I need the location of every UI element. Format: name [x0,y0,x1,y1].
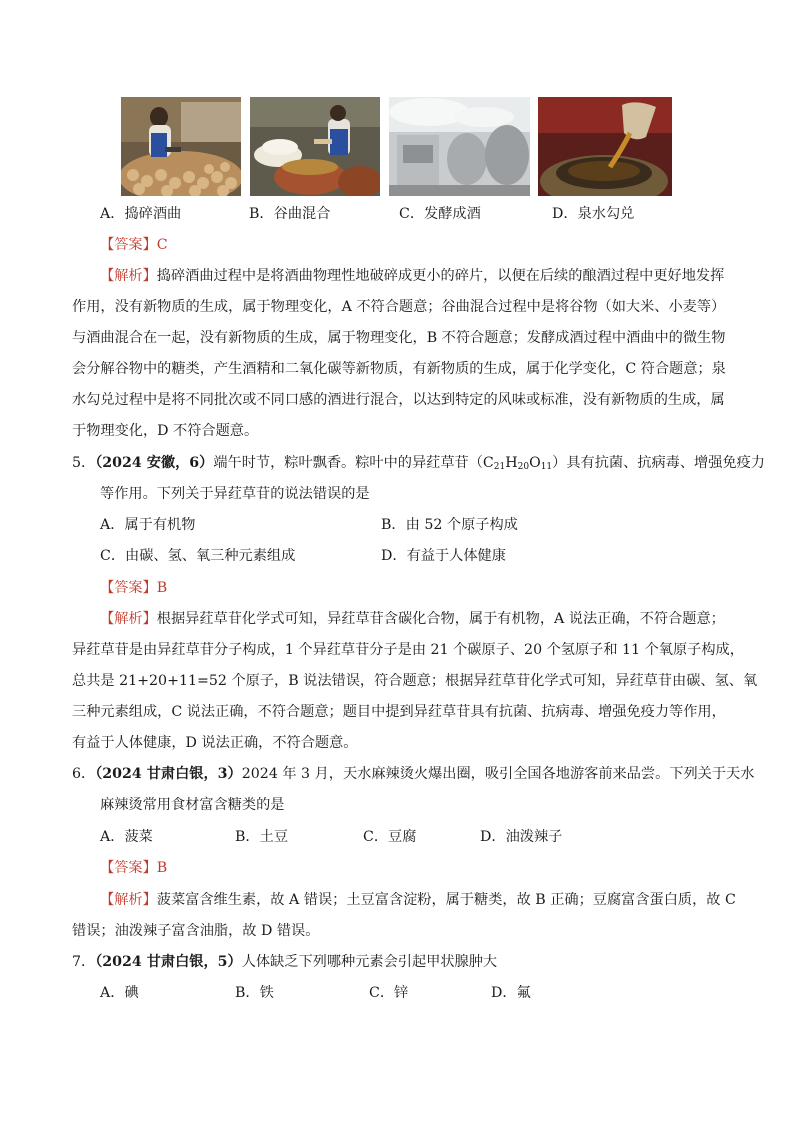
option-text: 泉水勾兑 [577,206,635,222]
option-letter: B． [249,206,274,222]
q6-answer [100,858,167,878]
option-letter: D． [381,548,407,564]
bracket-close: 】 [142,611,157,627]
analysis-text: 捣碎酒曲过程中是将酒曲物理性地破碎成更小的碎片，以便在后续的酿酒过程中更好地发挥 [156,268,725,284]
q5-option-a[interactable] [100,515,195,535]
answer-value: B [156,580,168,596]
q4-analysis-line-6: 于物理变化，D 不符合题意。 [72,423,259,439]
option-text: 氟 [516,985,531,1001]
option-text: 豆腐 [388,829,417,845]
subscript: 11 [540,462,553,472]
q4-option-d[interactable] [552,204,634,224]
bracket-open: 【 [100,611,115,627]
q5-analysis-line-2: 异荭草苷是由异荭草苷分子构成，1 个异荭草苷分子是由 21 个碳原子、20 个氢原子和 11 个氧原子构成， [72,642,744,658]
question-number: 6． [72,766,96,782]
bracket-close: 】 [142,860,157,876]
q7-option-d[interactable] [491,983,531,1003]
option-text: 土豆 [259,829,289,845]
stem-text: 人体缺乏下列哪种元素会引起甲状腺肿大 [241,954,498,970]
q6-analysis-line-2: 错误；油泼辣子富含油脂，故 D 错误。 [72,923,320,939]
analysis-tag: 解析 [114,268,143,284]
option-text: 油泼辣子 [505,829,563,845]
option-text: 有益于人体健康 [406,548,506,564]
option-text: 菠菜 [124,829,153,845]
bracket-open: 【 [100,580,115,596]
q4-analysis-line-3: 与酒曲混合在一起，没有新物质的生成，属于物理变化，B 不符合题意；发酵成酒过程中酒曲中的微生物 [72,330,726,346]
option-letter: B． [235,985,260,1001]
option-text: 由碳、氢、氧三种元素组成 [125,548,296,564]
q4-answer [100,235,168,255]
option-text: 捣碎酒曲 [124,206,182,222]
q7-option-b[interactable] [235,983,274,1003]
q6-stem-line-2: 麻辣烫常用食材富含糖类的是 [100,797,285,813]
subscript: 20 [517,462,530,472]
q4-option-a[interactable] [100,204,181,224]
stem-text: ）具有抗菌、抗病毒、增强免疫力 [552,455,765,471]
subscript: 21 [493,462,506,472]
analysis-tag: 解析 [114,892,143,908]
option-text: 由 52 个原子构成 [405,517,518,533]
q6-option-d[interactable] [480,827,562,847]
option-letter: A． [100,206,125,222]
q4-analysis-line-4: 会分解谷物中的糖类，产生酒精和二氧化碳等新物质，有新物质的生成，属于化学变化，C 符合题意；泉 [72,361,726,377]
answer-tag: 答案 [114,580,143,596]
q6-option-b[interactable] [235,827,288,847]
q6-analysis-line-1 [100,890,736,910]
answer-tag: 答案 [114,237,143,253]
bracket-open: 【 [100,892,115,908]
q7-stem [72,952,497,972]
photo-crushing-qu [121,97,241,196]
bracket-close: 】 [142,892,157,908]
answer-value: C [156,237,168,253]
formula-element: O [529,455,541,471]
q5-option-b[interactable] [381,515,518,535]
option-letter: B． [381,517,406,533]
question-number: 7． [72,954,96,970]
answer-value: B [156,860,168,876]
question-number: 5． [72,455,96,471]
q4-option-c[interactable] [399,204,481,224]
option-letter: D． [552,206,578,222]
q7-option-a[interactable] [100,983,139,1003]
q5-stem-line-2: 等作用。下列关于异荭草苷的说法错误的是 [100,486,370,502]
question-source: （2024 甘肃白银，3） [95,766,242,782]
option-letter: A． [100,985,125,1001]
q4-analysis-line-1 [100,266,724,286]
bracket-close: 】 [142,580,157,596]
q5-answer [100,578,167,598]
option-text: 锌 [394,985,409,1001]
q4-analysis-line-5: 水勾兑过程中是将不同批次或不同口感的酒进行混合，以达到特定的风味或标准，没有新物质的生成，属 [72,392,725,408]
question-source: （2024 安徽，6） [95,455,214,471]
q5-option-c[interactable] [100,546,295,566]
q5-analysis-line-5: 有益于人体健康，D 说法正确，不符合题意。 [72,735,358,751]
option-text: 谷曲混合 [273,206,331,222]
q4-option-b[interactable] [249,204,330,224]
option-letter: D． [491,985,517,1001]
option-letter: B． [235,829,260,845]
q7-option-c[interactable] [369,983,408,1003]
answer-tag: 答案 [114,860,143,876]
option-letter: A． [100,517,125,533]
option-letter: A． [100,829,125,845]
analysis-text: 根据异荭草苷化学式可知，异荭草苷含碳化合物，属于有机物，A 说法正确，不符合题意； [156,611,725,627]
q4-analysis-line-2: 作用，没有新物质的生成，属于物理变化，A 不符合题意；谷曲混合过程中是将谷物（如大米、小麦等） [72,299,726,315]
option-letter: C． [369,985,395,1001]
option-letter: C． [363,829,389,845]
analysis-text: 菠菜富含维生素，故 A 错误；土豆富含淀粉，属于糖类，故 B 正确；豆腐富含蛋白质，故 C [156,892,736,908]
stem-text: 端午时节，粽叶飘香。粽叶中的异荭草苷（C [213,455,494,471]
q6-option-c[interactable] [363,827,416,847]
bracket-open: 【 [100,860,115,876]
option-letter: C． [399,206,425,222]
q6-stem-line-1 [72,764,754,784]
photo-mixing-grain [250,97,380,196]
question-source: （2024 甘肃白银，5） [95,954,242,970]
q5-analysis-line-4: 三种元素组成，C 说法正确，不符合题意；题目中提到异荭草苷具有抗菌、抗病毒、增强免疫力等作用， [72,704,726,720]
q5-analysis-line-1 [100,609,725,629]
q5-stem-line-1 [72,453,765,473]
bracket-close: 】 [142,237,157,253]
option-letter: D． [480,829,506,845]
bracket-open: 【 [100,237,115,253]
analysis-tag: 解析 [114,611,143,627]
bracket-close: 】 [142,268,157,284]
option-text: 属于有机物 [124,517,196,533]
q6-option-a[interactable] [100,827,153,847]
q5-analysis-line-3: 总共是 21+20+11=52 个原子，B 说法错误，符合题意；根据异荭草苷化学式可知，异荭草苷由碳、氢、氧 [72,673,758,689]
option-text: 发酵成酒 [424,206,481,222]
stem-text: 2024 年 3 月，天水麻辣烫火爆出圈，吸引全国各地游客前来品尝。下列关于天水 [241,766,755,782]
option-text: 铁 [259,985,274,1001]
option-text: 碘 [124,985,139,1001]
bracket-open: 【 [100,268,115,284]
q5-option-d[interactable] [381,546,506,566]
option-letter: C． [100,548,126,564]
photo-fermenting [389,97,530,196]
formula-element: H [505,455,518,471]
photo-blending [538,97,672,196]
